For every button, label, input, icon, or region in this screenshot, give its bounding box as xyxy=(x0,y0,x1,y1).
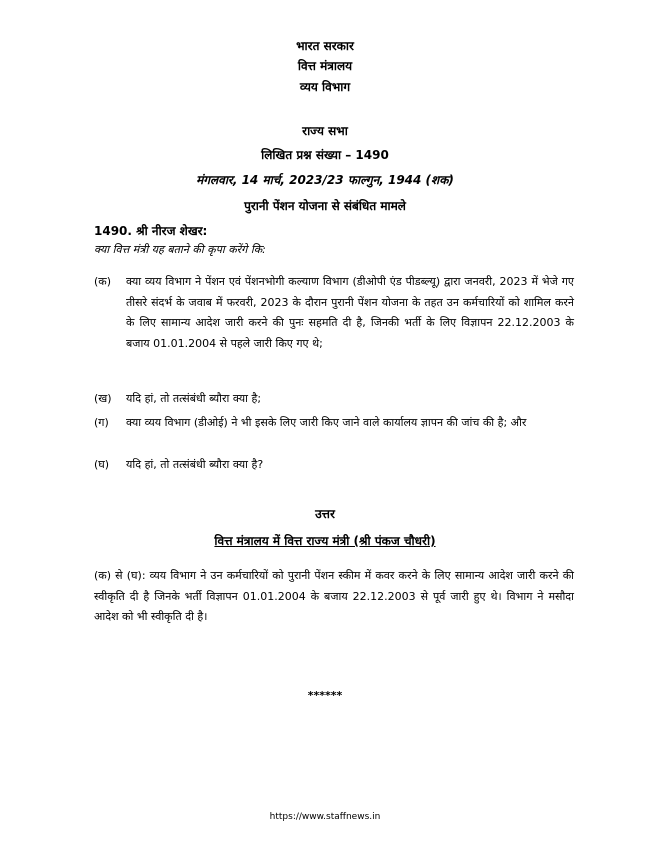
answer-heading: उत्तर xyxy=(315,507,335,521)
answerer-title: वित्त मंत्रालय में वित्त राज्य मंत्री (श्री पंकज चौधरी) xyxy=(214,534,436,548)
footer-url: https://www.staffnews.in xyxy=(269,812,381,822)
question-mark: (क) xyxy=(94,275,112,288)
intro-line: क्या वित्त मंत्री यह बताने की कृपा करेंगे कि: xyxy=(94,243,266,256)
question-text: क्या व्यय विभाग ने पेंशन एवं पेंशनभोगी कल्याण विभाग (डीओपी एंड पीडब्ल्यू) द्वारा जनवरी, 2023 में भेजे गए तीसरे संदर्भ के जवाब में फरवरी, 2023 के दौरान पुरानी पेंशन योजना के तहत उन कर्मचारियों को शामिल करने के लिए सामान्य आदेश जारी करने की पुनः सहमति दी है, जिनकी भर्ती के लिए विज्ञापन 22.12.2003 के बजाय 01.01.2004 से पहले जारी किए गए थे; xyxy=(126,275,574,350)
question-item xyxy=(94,389,574,410)
question-text: क्या व्यय विभाग (डीओई) ने भी इसके लिए जारी किए जाने वाले कार्यालय ज्ञापन की जांच की है; और xyxy=(126,416,527,429)
question-text: यदि हां, तो तत्संबंधी ब्यौरा क्या है; xyxy=(126,392,262,405)
question-mark: (ग) xyxy=(94,416,109,429)
question-number: लिखित प्रश्न संख्या – 1490 xyxy=(261,148,389,162)
header-department: व्यय विभाग xyxy=(299,80,351,94)
end-mark: ****** xyxy=(307,689,343,702)
date-line: मंगलवार, 14 मार्च, 2023/23 फाल्गुन, 1944 (शक) xyxy=(196,173,454,187)
question-item xyxy=(94,272,574,377)
question-mark: (घ) xyxy=(94,458,110,471)
house-name: राज्य सभा xyxy=(302,124,348,138)
question-text: यदि हां, तो तत्संबंधी ब्यौरा क्या है? xyxy=(126,458,264,471)
question-mark: (ख) xyxy=(94,392,112,405)
question-item xyxy=(94,455,574,476)
header-government: भारत सरकार xyxy=(296,39,354,53)
subject-title: पुरानी पेंशन योजना से संबंधित मामले xyxy=(244,199,406,213)
header-ministry: वित्त मंत्रालय xyxy=(297,59,353,73)
question-item xyxy=(94,413,574,455)
answer-text: (क) से (घ): व्यय विभाग ने उन कर्मचारियों को पुरानी पेंशन स्कीम में कवर करने के लिए सामान्य आदेश जारी करने की स्वीकृति दी है जिनके भर्ती विज्ञापन 01.01.2004 के बजाय 22.12.2003 से पूर्व जारी हुए थे। विभाग ने मसौदा आदेश को भी स्वीकृति दी है। xyxy=(94,569,574,623)
asker-name: 1490. श्री नीरज शेखर: xyxy=(94,224,208,238)
